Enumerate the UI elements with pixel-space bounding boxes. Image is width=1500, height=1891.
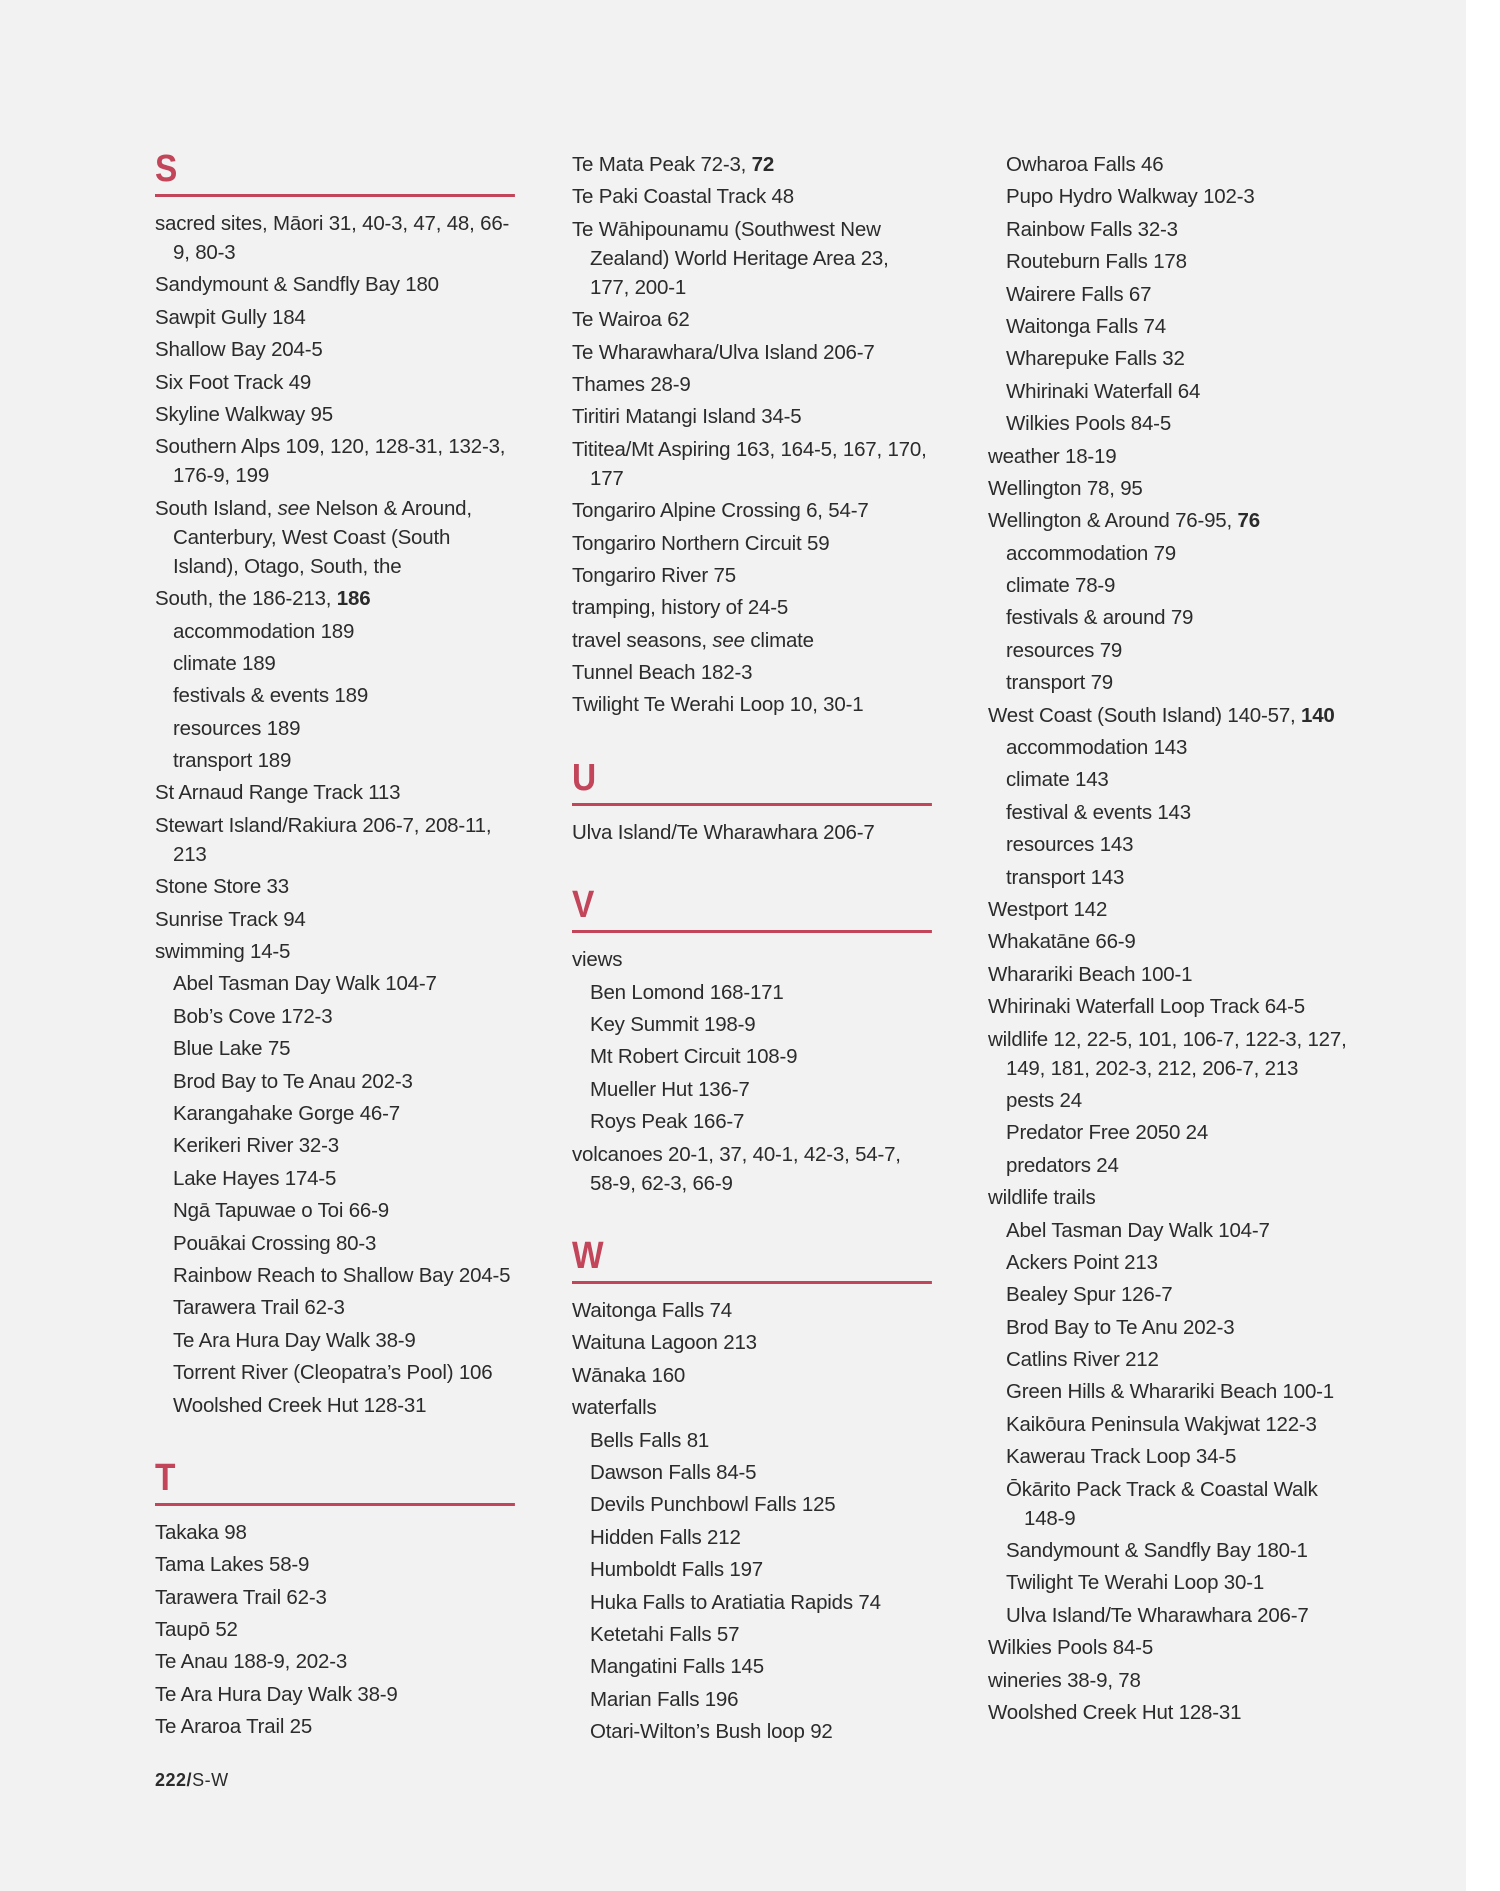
entry-text: South Island, [155, 496, 278, 520]
index-entry [572, 1296, 932, 1325]
entry-text: Predator Free 2050 24 [1006, 1121, 1209, 1145]
index-entry [572, 1361, 932, 1390]
index-subentry [988, 1151, 1348, 1180]
index-entry [572, 529, 932, 558]
entry-text: Ōkārito Pack Track & Coastal Walk 148-9 [1006, 1477, 1318, 1530]
entry-text: Ulva Island/Te Wharawhara 206-7 [1006, 1603, 1309, 1627]
entry-text: Abel Tasman Day Walk 104-7 [1006, 1218, 1270, 1242]
index-subentry [988, 603, 1348, 632]
page-number: 222 [155, 1770, 187, 1790]
index-entry [572, 593, 932, 622]
entry-text: climate [744, 628, 814, 652]
index-subentry [572, 1075, 932, 1104]
index-entry [572, 658, 932, 687]
entry-text: Whirinaki Waterfall Loop Track 64-5 [988, 995, 1305, 1019]
index-subentry [988, 1601, 1348, 1630]
index-column-3 [988, 150, 1348, 1730]
entry-text: Southern Alps 109, 120, 128-31, 132-3, 176-9, 199 [155, 435, 506, 488]
entry-text: Sandymount & Sandfly Bay 180-1 [1006, 1539, 1308, 1563]
entry-text: swimming 14-5 [155, 940, 291, 964]
entry-text: pests 24 [1006, 1088, 1082, 1112]
index-subentry [155, 1034, 515, 1063]
index-subentry [988, 571, 1348, 600]
entry-text: Devils Punchbowl Falls 125 [590, 1493, 836, 1517]
index-subentry [988, 830, 1348, 859]
entry-text: Bealey Spur 126-7 [1006, 1283, 1173, 1307]
entry-text: Karangahake Gorge 46-7 [173, 1101, 400, 1125]
index-entry [988, 701, 1348, 730]
index-entry [572, 561, 932, 590]
entry-text: Waitonga Falls 74 [1006, 314, 1166, 338]
section-header-s: S [155, 150, 515, 197]
entry-text: Wānaka 160 [572, 1363, 686, 1387]
entry-text: Kaikōura Peninsula Wakjwat 122-3 [1006, 1412, 1317, 1436]
index-subentry [988, 280, 1348, 309]
index-subentry [155, 1067, 515, 1096]
entry-text: sacred sites, Māori 31, 40-3, 47, 48, 66-9, 80-3 [155, 212, 510, 264]
index-subentry [988, 377, 1348, 406]
index-entry [988, 1698, 1348, 1727]
index-entry [572, 1328, 932, 1357]
entry-text: Dawson Falls 84-5 [590, 1460, 757, 1484]
entry-text: volcanoes 20-1, 37, 40-1, 42-3, 54-7, 58-9, 62-3, 66-9 [572, 1142, 901, 1195]
index-subentry [988, 668, 1348, 697]
index-entry [572, 402, 932, 431]
index-entry [155, 400, 515, 429]
index-subentry [988, 1442, 1348, 1471]
entry-text: Lake Hayes 174-5 [173, 1166, 337, 1190]
page-edge [1466, 0, 1500, 1891]
index-subentry [988, 409, 1348, 438]
index-subentry [155, 1164, 515, 1193]
index-entry [155, 209, 515, 267]
index-entry [988, 1025, 1348, 1083]
index-subentry [988, 247, 1348, 276]
entry-text: Stone Store 33 [155, 875, 289, 899]
entry-text: Westport 142 [988, 897, 1108, 921]
index-entry [572, 818, 932, 847]
index-entry [155, 1615, 515, 1644]
entry-text: Tarawera Trail 62-3 [155, 1585, 327, 1609]
entry-text: Woolshed Creek Hut 128-31 [173, 1393, 427, 1417]
index-subentry [155, 1326, 515, 1355]
entry-text: Huka Falls to Aratiatia Rapids 74 [590, 1590, 881, 1614]
entry-text: Mangatini Falls 145 [590, 1655, 764, 1679]
index-subentry [988, 1536, 1348, 1565]
entry-text: Te Wāhipounamu (Southwest New Zealand) World Heritage Area 23, 177, 200-1 [572, 217, 889, 299]
entry-text: waterfalls [572, 1396, 657, 1420]
entry-text: Abel Tasman Day Walk 104-7 [173, 972, 437, 996]
entry-text: Tititea/Mt Aspiring 163, 164-5, 167, 170, 177 [572, 437, 927, 490]
index-entry [572, 182, 932, 211]
entry-text: Bells Falls 81 [590, 1428, 710, 1452]
entry-text: Wellington 78, 95 [988, 476, 1143, 500]
index-entry [155, 872, 515, 901]
index-subentry [155, 1229, 515, 1258]
entry-text: Twilight Te Werahi Loop 10, 30-1 [572, 693, 864, 717]
entry-text: Sawpit Gully 184 [155, 305, 306, 329]
entry-main-page: 76 [1237, 509, 1260, 533]
entry-text: Stewart Island/Rakiura 206-7, 208-11, 213 [155, 813, 492, 866]
index-entry [988, 506, 1348, 535]
entry-text: Torrent River (Cleopatra’s Pool) 106 [173, 1361, 493, 1385]
entry-text: accommodation 143 [1006, 736, 1188, 760]
index-subentry [155, 1196, 515, 1225]
footer-separator: / [186, 1770, 193, 1790]
index-entry [572, 370, 932, 399]
section-gap [155, 1423, 515, 1459]
index-entry [988, 474, 1348, 503]
index-subentry [988, 1345, 1348, 1374]
index-entry [988, 927, 1348, 956]
index-entry [572, 338, 932, 367]
entry-text: Woolshed Creek Hut 128-31 [988, 1700, 1242, 1724]
index-subentry [988, 215, 1348, 244]
index-subentry [572, 1523, 932, 1552]
entry-text: festival & events 143 [1006, 800, 1191, 824]
index-subentry [572, 1620, 932, 1649]
index-subentry [572, 1042, 932, 1071]
entry-text: festivals & around 79 [1006, 606, 1194, 630]
entry-text: Pouākai Crossing 80-3 [173, 1231, 377, 1255]
index-subentry [155, 1391, 515, 1420]
index-subentry [155, 746, 515, 775]
index-entry [572, 626, 932, 655]
index-entry [572, 1140, 932, 1198]
entry-text: Owharoa Falls 46 [1006, 153, 1164, 176]
entry-main-page: 186 [336, 587, 371, 611]
entry-text: Ngā Tapuwae o Toi 66-9 [173, 1199, 389, 1223]
entry-text: Wilkies Pools 84-5 [988, 1636, 1154, 1660]
index-subentry [155, 1099, 515, 1128]
entry-text: Tongariro Northern Circuit 59 [572, 531, 830, 555]
entry-text: Te Mata Peak 72-3, [572, 153, 752, 176]
index-subentry [988, 1475, 1348, 1533]
index-subentry [988, 1377, 1348, 1406]
index-column-2 [572, 150, 932, 1749]
entry-text: Bob’s Cove 172-3 [173, 1004, 333, 1028]
index-subentry [988, 150, 1348, 179]
section-header-t: T [155, 1459, 515, 1506]
entry-text: climate 143 [1006, 768, 1109, 792]
index-entry [155, 1647, 515, 1676]
index-entry [988, 1183, 1348, 1212]
index-subentry [572, 1717, 932, 1746]
entry-text: Tama Lakes 58-9 [155, 1553, 310, 1577]
index-subentry [572, 1107, 932, 1136]
entry-text: Whakatāne 66-9 [988, 930, 1136, 954]
index-subentry [572, 1458, 932, 1487]
entry-text: climate 78-9 [1006, 574, 1116, 598]
entry-text: Roys Peak 166-7 [590, 1110, 745, 1134]
entry-text: Hidden Falls 212 [590, 1525, 741, 1549]
index-entry [572, 945, 932, 974]
section-header-v: V [572, 886, 932, 933]
entry-text: Mueller Hut 136-7 [590, 1077, 750, 1101]
entry-text: tramping, history of 24-5 [572, 596, 789, 620]
entry-text: Mt Robert Circuit 108-9 [590, 1045, 798, 1069]
entry-text: Key Summit 198-9 [590, 1013, 756, 1037]
entry-main-page: 72 [751, 153, 775, 176]
entry-text: Wellington & Around 76-95, [988, 509, 1238, 533]
index-subentry [988, 1216, 1348, 1245]
entry-text: Te Anau 188-9, 202-3 [155, 1650, 348, 1674]
index-subentry [988, 1086, 1348, 1115]
entry-text: Kerikeri River 32-3 [173, 1134, 339, 1158]
index-subentry [155, 649, 515, 678]
index-entry [155, 432, 515, 490]
index-subentry [572, 1685, 932, 1714]
entry-text: transport 189 [173, 749, 292, 773]
entry-text: Wharariki Beach 100-1 [988, 962, 1193, 986]
index-entry [155, 584, 515, 613]
index-entry [572, 215, 932, 302]
index-subentry [572, 1490, 932, 1519]
index-subentry [572, 1652, 932, 1681]
entry-text: accommodation 79 [1006, 541, 1177, 565]
index-subentry [572, 1426, 932, 1455]
entry-text: Green Hills & Wharariki Beach 100-1 [1006, 1380, 1334, 1404]
section-gap [572, 1201, 932, 1237]
entry-text: resources 79 [1006, 638, 1123, 662]
index-entry [155, 368, 515, 397]
entry-text: Wairere Falls 67 [1006, 282, 1152, 306]
index-entry [155, 905, 515, 934]
index-entry [155, 1712, 515, 1741]
entry-text: Te Paki Coastal Track 48 [572, 185, 794, 209]
index-subentry [988, 1118, 1348, 1147]
index-entry [155, 494, 515, 581]
entry-text: Ben Lomond 168-171 [590, 980, 784, 1004]
index-entry [572, 1393, 932, 1422]
index-subentry [988, 182, 1348, 211]
entry-text: wildlife trails [988, 1186, 1096, 1210]
entry-text: Otari-Wilton’s Bush loop 92 [590, 1720, 833, 1744]
entry-text: Brod Bay to Te Anu 202-3 [1006, 1315, 1235, 1339]
entry-text: Blue Lake 75 [173, 1037, 291, 1061]
entry-text: Ackers Point 213 [1006, 1250, 1158, 1274]
index-entry [155, 811, 515, 869]
index-subentry [988, 1280, 1348, 1309]
index-entry [572, 305, 932, 334]
index-entry [988, 992, 1348, 1021]
index-entry [155, 778, 515, 807]
index-entry [572, 150, 932, 179]
index-subentry [988, 733, 1348, 762]
entry-text: Sandymount & Sandfly Bay 180 [155, 273, 439, 297]
section-gap [572, 850, 932, 886]
index-entry [155, 937, 515, 966]
index-subentry [155, 969, 515, 998]
entry-text: transport 143 [1006, 865, 1125, 889]
entry-text: Te Wharawhara/Ulva Island 206-7 [572, 340, 875, 364]
index-subentry [155, 1131, 515, 1160]
entry-text: Rainbow Reach to Shallow Bay 204-5 [173, 1263, 511, 1287]
entry-text: resources 189 [173, 716, 301, 740]
index-subentry [155, 617, 515, 646]
index-subentry [988, 1568, 1348, 1597]
entry-text: accommodation 189 [173, 619, 355, 643]
entry-text: Kawerau Track Loop 34-5 [1006, 1445, 1237, 1469]
index-subentry [155, 1002, 515, 1031]
entry-text: Humboldt Falls 197 [590, 1558, 764, 1582]
section-gap [572, 723, 932, 759]
index-entry [572, 690, 932, 719]
entry-text: views [572, 948, 623, 972]
entry-text: Pupo Hydro Walkway 102-3 [1006, 185, 1255, 209]
entry-text: Te Wairoa 62 [572, 308, 690, 332]
index-subentry [988, 1410, 1348, 1439]
index-entry [988, 960, 1348, 989]
entry-text: Ulva Island/Te Wharawhara 206-7 [572, 820, 875, 844]
index-subentry [155, 714, 515, 743]
entry-text: Taupō 52 [155, 1618, 238, 1642]
entry-text: Sunrise Track 94 [155, 907, 306, 931]
index-entry [155, 1518, 515, 1547]
index-subentry [572, 1010, 932, 1039]
entry-text: Wilkies Pools 84-5 [1006, 412, 1172, 436]
entry-text: climate 189 [173, 651, 276, 675]
entry-text: Rainbow Falls 32-3 [1006, 217, 1178, 241]
entry-text: predators 24 [1006, 1153, 1119, 1177]
entry-text: Shallow Bay 204-5 [155, 338, 323, 362]
entry-text: Takaka 98 [155, 1520, 247, 1544]
entry-text: South, the 186-213, [155, 587, 337, 611]
index-subentry [988, 539, 1348, 568]
entry-text: wineries 38-9, 78 [988, 1668, 1141, 1692]
index-entry [155, 1583, 515, 1612]
entry-text: West Coast (South Island) 140-57, [988, 703, 1302, 727]
entry-text: Twilight Te Werahi Loop 30-1 [1006, 1571, 1265, 1595]
index-subentry [155, 1293, 515, 1322]
entry-text: weather 18-19 [988, 444, 1117, 468]
index-subentry [988, 863, 1348, 892]
entry-text: Routeburn Falls 178 [1006, 250, 1187, 274]
entry-text: St Arnaud Range Track 113 [155, 781, 401, 805]
section-header-w: W [572, 1237, 932, 1284]
index-subentry [988, 1313, 1348, 1342]
entry-text: Whirinaki Waterfall 64 [1006, 379, 1201, 403]
entry-text: Tarawera Trail 62-3 [173, 1296, 345, 1320]
entry-text: Skyline Walkway 95 [155, 402, 333, 426]
entry-text: Wharepuke Falls 32 [1006, 347, 1185, 371]
index-subentry [155, 1358, 515, 1387]
index-subentry [988, 312, 1348, 341]
index-subentry [572, 1555, 932, 1584]
entry-text: wildlife 12, 22-5, 101, 106-7, 122-3, 127, 149, 181, 202-3, 212, 206-7, 213 [988, 1027, 1347, 1080]
index-entry [988, 442, 1348, 471]
section-range: S-W [192, 1770, 229, 1790]
index-subentry [988, 344, 1348, 373]
index-entry [155, 270, 515, 299]
index-entry [155, 335, 515, 364]
index-entry [988, 1633, 1348, 1662]
index-subentry [988, 798, 1348, 827]
entry-see-ref: see [277, 496, 311, 520]
entry-text: Te Ara Hura Day Walk 38-9 [155, 1682, 398, 1706]
entry-text: Ketetahi Falls 57 [590, 1622, 740, 1646]
index-entry [988, 1666, 1348, 1695]
entry-text: Tunnel Beach 182-3 [572, 661, 753, 685]
entry-text: Catlins River 212 [1006, 1348, 1159, 1372]
index-subentry [572, 1588, 932, 1617]
index-subentry [988, 636, 1348, 665]
index-entry [155, 1550, 515, 1579]
entry-text: Nelson & Around, Canterbury, West Coast (South Island), Otago, South, the [173, 496, 472, 578]
index-subentry [155, 681, 515, 710]
entry-text: Thames 28-9 [572, 372, 691, 396]
index-entry [572, 496, 932, 525]
index-subentry [988, 765, 1348, 794]
entry-text: travel seasons, [572, 628, 713, 652]
index-entry [155, 303, 515, 332]
index-column-1 [155, 150, 515, 1745]
entry-text: festivals & events 189 [173, 684, 369, 708]
entry-text: transport 79 [1006, 671, 1113, 695]
entry-text: Waituna Lagoon 213 [572, 1331, 757, 1355]
entry-main-page: 140 [1301, 703, 1335, 727]
section-header-u: U [572, 759, 932, 806]
index-subentry [988, 1248, 1348, 1277]
index-subentry [155, 1261, 515, 1290]
index-entry [155, 1680, 515, 1709]
entry-text: Tongariro River 75 [572, 563, 736, 587]
index-entry [988, 895, 1348, 924]
entry-text: Marian Falls 196 [590, 1687, 739, 1711]
index-entry [572, 435, 932, 493]
entry-text: Waitonga Falls 74 [572, 1298, 732, 1322]
index-subentry [572, 978, 932, 1007]
entry-text: Te Ara Hura Day Walk 38-9 [173, 1328, 416, 1352]
page-footer [155, 1770, 229, 1791]
entry-text: Six Foot Track 49 [155, 370, 312, 394]
entry-text: Te Araroa Trail 25 [155, 1715, 313, 1739]
entry-text: Brod Bay to Te Anau 202-3 [173, 1069, 413, 1093]
entry-text: Tiritiri Matangi Island 34-5 [572, 405, 802, 429]
entry-text: Tongariro Alpine Crossing 6, 54-7 [572, 499, 869, 523]
entry-see-ref: see [712, 628, 745, 652]
entry-text: resources 143 [1006, 833, 1134, 857]
